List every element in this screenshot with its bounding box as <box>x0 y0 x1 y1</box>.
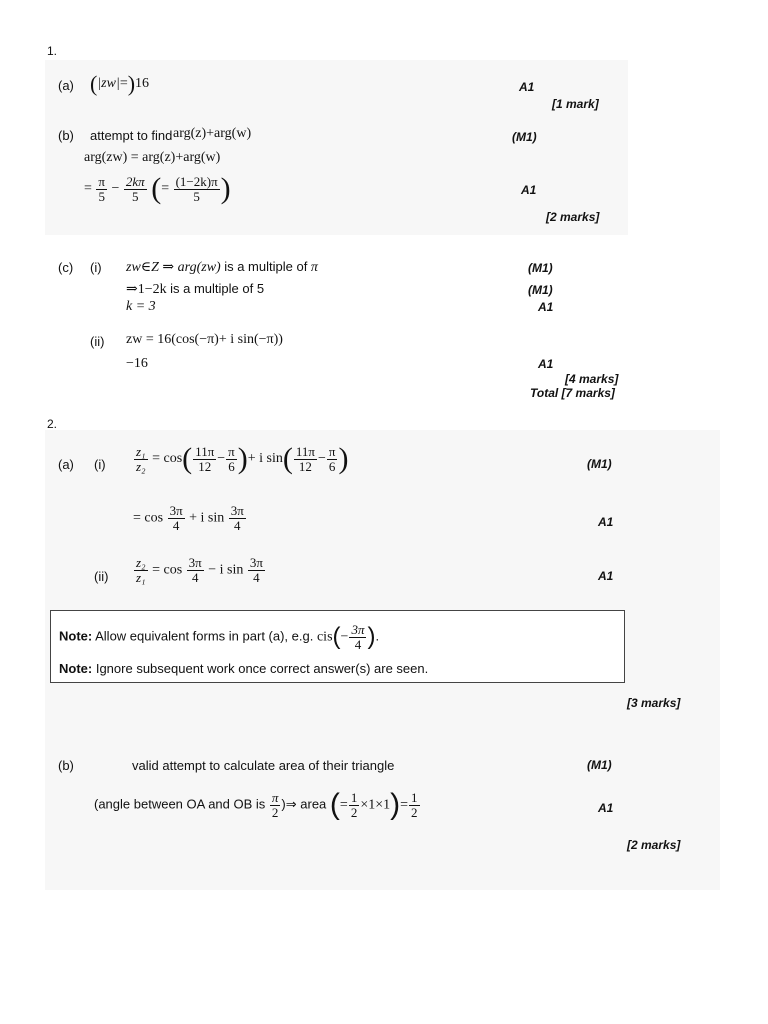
mark-1c-a1-a: A1 <box>538 300 554 314</box>
frac-z1-z2: $\frac{\text{z₁}}{\text{z₂}}$ <box>136 443 146 474</box>
frac-pi-5: $\frac{\pi}{5}$ <box>98 173 105 204</box>
frac-pi-2: $\frac{\pi}{2}$ <box>271 789 279 820</box>
total-1b: [2 marks] <box>546 210 600 224</box>
part-2a-line2: = cos $\frac{3\pi}{4}$ + i sin $\frac{3\pi}{4}$ <box>133 503 244 533</box>
part-2b-line2: (angle between OA and OB is $\frac{\pi}{2}$ )⇒ area (= $\frac{1}{2}$ ×1×1)= $\frac{1}{2}$ <box>94 788 418 821</box>
total-2a: [3 marks] <box>627 696 681 710</box>
part-1b-label: (b) <box>58 128 74 143</box>
frac-1-2k-pi-5: $\frac{(1-2k)\pi}{5}$ <box>175 173 218 204</box>
mark-1b-m1: (M1) <box>512 130 537 144</box>
mark-2a-a1-a: A1 <box>598 515 614 529</box>
part-2b-label: (b) <box>58 758 74 773</box>
part-1b-line3: = $\frac{\pi}{5}$ − $\frac{2k\pi}{5}$ (= $\frac{(1-2k)\pi}{5}$ ) <box>84 172 231 205</box>
mark-2b-a1: A1 <box>598 801 614 815</box>
value-16: 16 <box>135 76 150 92</box>
part-1b-text: attempt to find <box>90 128 173 143</box>
part-1c-line5: −16 <box>126 356 148 371</box>
part-1c-i-label: (i) <box>90 260 102 275</box>
mark-1c-m1-b: (M1) <box>528 283 553 297</box>
part-2b-text: valid attempt to calculate area of their triangle <box>132 758 395 773</box>
modulus-zw: |zw| <box>97 76 120 92</box>
mark-1c-a1-b: A1 <box>538 357 554 371</box>
frac-z2-z1: $\frac{\text{z₂}}{\text{z₁}}$ <box>136 555 146 585</box>
grand-total-q1: Total [7 marks] <box>530 386 615 400</box>
mark-1a: A1 <box>519 80 535 94</box>
question-1-number: 1. <box>47 44 58 58</box>
part-1c-line1: zw∈Z ⇒ arg(zw) is a multiple of π <box>126 259 318 275</box>
part-2a-i-label: (i) <box>94 457 106 472</box>
part-1b-line2: arg(zw) = arg(z)+arg(w) <box>84 150 221 165</box>
note-1: Note: Allow equivalent forms in part (a), e.g. cis(− $\frac{3\pi}{4}$ ). <box>59 622 380 652</box>
note-2: Note: Ignore subsequent work once correct answer(s) are seen. <box>59 661 429 676</box>
part-1c-ii-label: (ii) <box>90 334 105 349</box>
mark-2b-m1: (M1) <box>587 758 612 772</box>
part-1c-line4: zw = 16(cos(−π)+ i sin(−π)) <box>126 332 283 347</box>
part-2a-ii-label: (ii) <box>94 569 109 584</box>
mark-2a-a1-b: A1 <box>598 569 614 583</box>
part-2a-line3: $\frac{\text{z₂}}{\text{z₁}}$ = cos $\frac{3\pi}{4}$ − i sin $\frac{3\pi}{4}$ <box>136 555 263 585</box>
part-1c-line2: ⇒1−2k is a multiple of 5 <box>126 281 265 297</box>
total-1a: [1 mark] <box>552 97 599 111</box>
frac-2kpi-5: $\frac{2k\pi}{5}$ <box>125 173 145 204</box>
total-2b: [2 marks] <box>627 838 681 852</box>
total-1c: [4 marks] <box>565 372 619 386</box>
part-1c-line3: k = 3 <box>126 299 156 314</box>
part-2a-label: (a) <box>58 457 74 472</box>
part-1a-answer: (|zw|=)16 <box>90 71 150 96</box>
notes-box <box>50 610 625 683</box>
part-1a-label: (a) <box>58 78 74 93</box>
part-2a-line1: $\frac{\text{z₁}}{\text{z₂}}$ = cos( $\frac{11\pi}{12}$ − $\frac{\pi}{6}$ )+ i sin( $\frac{11\pi}{12}$ − $\frac{\pi}{6}$ ) <box>136 442 349 475</box>
mark-2a-m1: (M1) <box>587 457 612 471</box>
question-2-number: 2. <box>47 417 58 431</box>
mark-1c-m1-a: (M1) <box>528 261 553 275</box>
part-1c-label: (c) <box>58 260 74 275</box>
mark-1b-a1: A1 <box>521 183 537 197</box>
part-1b-expr: arg(z)+arg(w) <box>173 126 252 141</box>
